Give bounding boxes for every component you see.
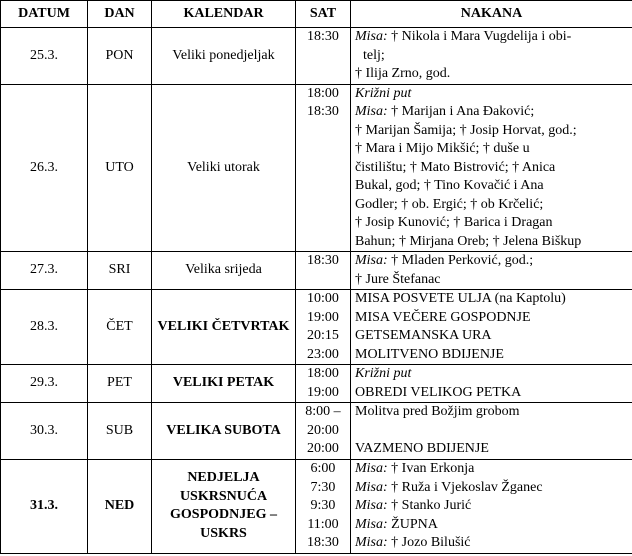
sat-time: 20:00 [307, 441, 339, 456]
cell-sat [296, 84, 351, 252]
cell-kalendar: VELIKI PETAK [152, 365, 296, 403]
sat-time: 18:00 [307, 85, 339, 101]
nakana-text: OBREDI VELIKOG PETKA [355, 384, 522, 400]
nakana-line [355, 271, 628, 290]
sat-time: 9:30 [310, 498, 336, 513]
header-datum: DATUM [1, 1, 88, 28]
cell-datum: 31.3. [1, 460, 88, 554]
nakana-text: † Mladen Perković, god.; [387, 253, 534, 268]
nakana-line [355, 85, 628, 104]
nakana-line [355, 346, 628, 365]
sat-time: 18:00 [307, 366, 339, 381]
sat-time: 18:30 [307, 253, 339, 268]
cell-datum: 29.3. [1, 365, 88, 403]
nakana-text: GETSEMANSKA URA [355, 328, 492, 343]
sat-time: 7:30 [310, 479, 336, 495]
nakana-label: Misa: [355, 104, 388, 119]
nakana-line [355, 214, 628, 233]
nakana-label: Križni put [355, 366, 412, 381]
cell-kalendar: Veliki ponedjeljak [152, 28, 296, 85]
nakana-text: † Ivan Erkonja [387, 461, 475, 476]
cell-datum: 30.3. [1, 403, 88, 460]
cell-kalendar: NEDJELJA USKRSNUĆA GOSPODNJEG – USKRS [152, 460, 296, 554]
nakana-line [355, 122, 628, 141]
cell-dan: ČET [88, 290, 152, 365]
nakana-text: ŽUPNA [387, 516, 438, 532]
cell-kalendar: VELIKI ČETVRTAK [152, 290, 296, 365]
cell-nakana [351, 290, 632, 365]
sat-time: 20:00 [307, 422, 339, 438]
nakana-label: Misa: [355, 461, 388, 476]
nakana-line [355, 177, 628, 196]
nakana-label: Misa: [355, 498, 388, 513]
nakana-text: Molitva pred Božjim grobom [355, 404, 520, 419]
nakana-line [355, 403, 628, 422]
nakana-line [355, 534, 628, 553]
cell-nakana [351, 403, 632, 460]
cell-dan: UTO [88, 84, 152, 252]
nakana-text: † Ilija Zrno, god. [355, 66, 451, 81]
nakana-line [355, 47, 628, 66]
nakana-text: telj; [363, 47, 385, 63]
nakana-text: † Josip Kunović; † Barica i Dragan [355, 215, 553, 230]
nakana-label: Križni put [355, 85, 412, 101]
nakana-line [355, 196, 628, 215]
sat-time: 19:00 [307, 384, 339, 400]
nakana-text: † Stanko Jurić [387, 498, 472, 513]
table-row [1, 84, 632, 252]
nakana-text: MOLITVENO BDIJENJE [355, 346, 504, 362]
nakana-text: † Nikola i Mara Vugdelija i obi- [387, 29, 572, 44]
nakana-text: Bukal, god; † Tino Kovačić i Ana [355, 178, 544, 193]
nakana-line [355, 290, 628, 309]
cell-dan: SUB [88, 403, 152, 460]
cell-datum: 27.3. [1, 252, 88, 290]
nakana-text: VAZMENO BDIJENJE [355, 441, 489, 456]
cell-dan: SRI [88, 252, 152, 290]
nakana-text: Godler; † ob. Ergić; † ob Krčelić; [355, 196, 544, 212]
nakana-label: Misa: [355, 516, 388, 532]
nakana-line [355, 365, 628, 384]
cell-kalendar: Velika srijeda [152, 252, 296, 290]
nakana-line [355, 28, 628, 47]
table-row [1, 28, 632, 85]
sat-time: 23:00 [307, 346, 339, 362]
nakana-text: † Jozo Bilušić [387, 535, 471, 550]
nakana-line [355, 479, 628, 498]
nakana-label: Misa: [355, 479, 388, 495]
nakana-line [355, 252, 628, 271]
nakana-line [355, 440, 628, 459]
sat-time: 18:30 [307, 29, 339, 44]
sat-time: 8:00 – [305, 404, 341, 419]
nakana-line [355, 460, 628, 479]
cell-datum: 25.3. [1, 28, 88, 85]
cell-nakana [351, 28, 632, 85]
cell-nakana [351, 460, 632, 554]
nakana-line [355, 384, 628, 403]
cell-dan: PET [88, 365, 152, 403]
cell-kalendar: VELIKA SUBOTA [152, 403, 296, 460]
header-nakana: NAKANA [351, 1, 632, 28]
sat-time: 19:00 [307, 309, 339, 325]
cell-dan: NED [88, 460, 152, 554]
nakana-line [355, 497, 628, 516]
sat-time: 10:00 [307, 291, 339, 306]
cell-kalendar: Veliki utorak [152, 84, 296, 252]
cell-sat [296, 365, 351, 403]
nakana-line [355, 140, 628, 159]
table-row [1, 460, 632, 554]
nakana-spacer [355, 422, 628, 441]
cell-datum: 28.3. [1, 290, 88, 365]
header-kalendar: KALENDAR [152, 1, 296, 28]
nakana-label: Misa: [355, 253, 388, 268]
table-row [1, 290, 632, 365]
sat-time: 18:30 [307, 104, 339, 119]
cell-nakana [351, 365, 632, 403]
nakana-line [355, 159, 628, 178]
nakana-text: † Jure Štefanac [355, 271, 441, 287]
header-row [1, 1, 632, 28]
table-row [1, 365, 632, 403]
cell-sat [296, 403, 351, 460]
cell-datum: 26.3. [1, 84, 88, 252]
cell-sat [296, 28, 351, 85]
nakana-line [355, 103, 628, 122]
nakana-line [355, 516, 628, 535]
nakana-text: † Marijan i Ana Đaković; [387, 104, 535, 119]
nakana-line [355, 233, 628, 252]
cell-dan: PON [88, 28, 152, 85]
nakana-text: MISA POSVETE ULJA (na Kaptolu) [355, 291, 566, 306]
nakana-line [355, 65, 628, 84]
nakana-label: Misa: [355, 29, 388, 44]
nakana-label: Misa: [355, 535, 388, 550]
cell-nakana [351, 252, 632, 290]
cell-sat [296, 460, 351, 554]
sat-time: 20:15 [307, 328, 339, 343]
cell-sat [296, 252, 351, 290]
sat-time: 11:00 [307, 516, 339, 532]
header-dan: DAN [88, 1, 152, 28]
nakana-text: † Mara i Mijo Mikšić; † duše u [355, 141, 530, 156]
table-row [1, 252, 632, 290]
nakana-text: † Marijan Šamija; † Josip Horvat, god.; [355, 122, 577, 138]
cell-nakana [351, 84, 632, 252]
cell-sat [296, 290, 351, 365]
nakana-text: čistilištu; † Mato Bistrović; † Anica [355, 159, 556, 175]
table-row [1, 403, 632, 460]
nakana-text: MISA VEČERE GOSPODNJE [355, 309, 531, 325]
nakana-line [355, 327, 628, 346]
sat-time: 18:30 [307, 535, 339, 550]
header-sat: SAT [296, 1, 351, 28]
nakana-line [355, 309, 628, 328]
nakana-text: Bahun; † Mirjana Oreb; † Jelena Biškup [355, 233, 582, 249]
sat-time: 6:00 [310, 461, 336, 476]
nakana-text: † Ruža i Vjekoslav Žganec [387, 479, 543, 495]
